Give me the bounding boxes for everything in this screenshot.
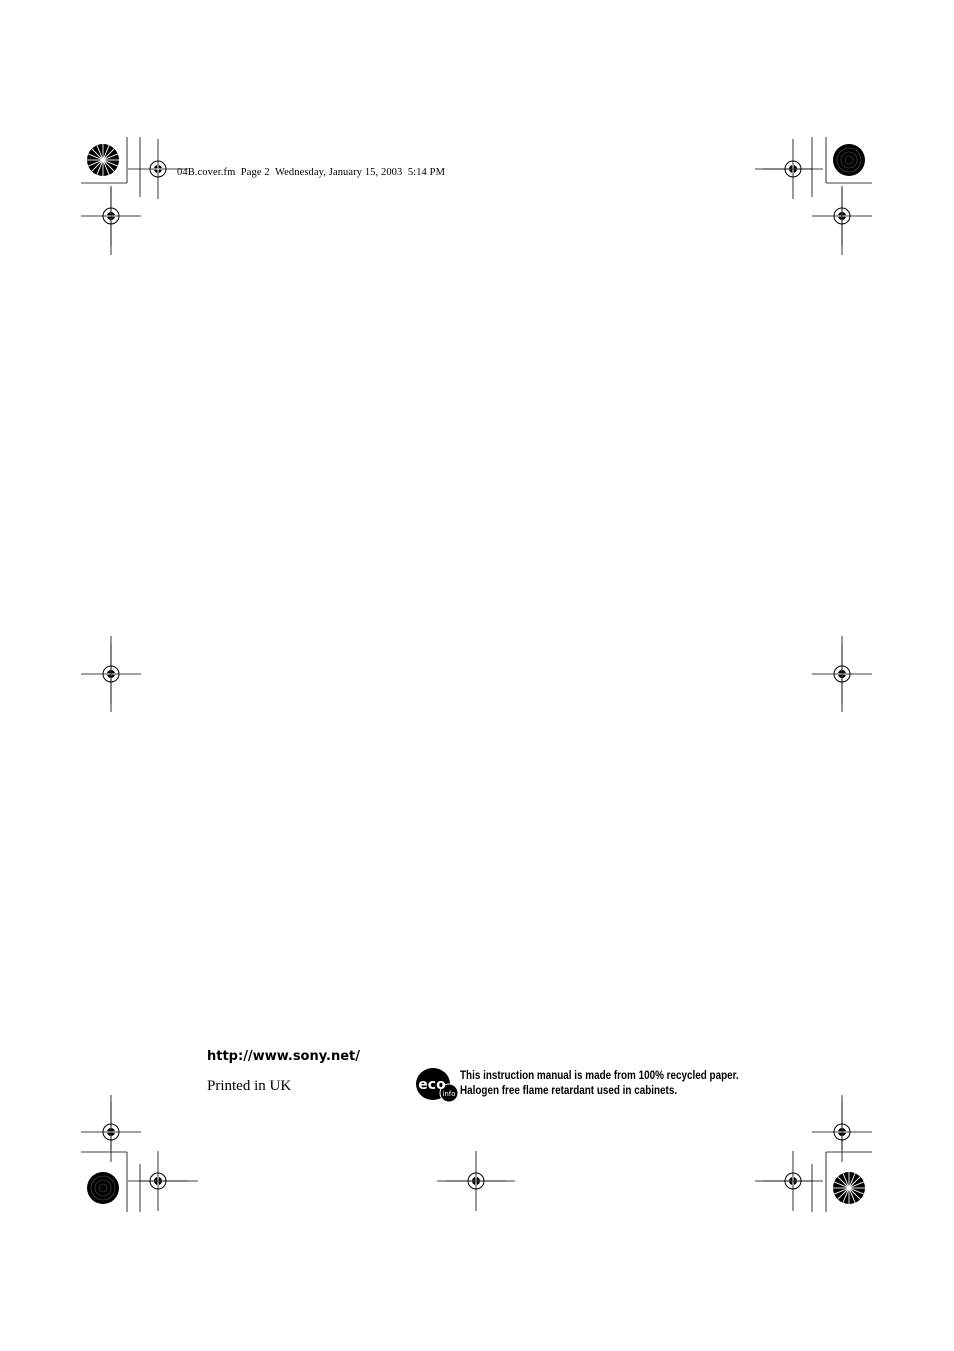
star-target-top-left <box>87 144 119 176</box>
eco-line-recycled: This instruction manual is made from 100% recycled paper. <box>460 1070 739 1082</box>
eco-logo-word: eco <box>418 1077 446 1093</box>
printed-in-text: Printed in UK <box>207 1078 292 1094</box>
star-target-bottom-right <box>833 1172 865 1204</box>
eco-logo-sub: info <box>442 1090 456 1098</box>
eco-line-halogen: Halogen free flame retardant used in cabinets. <box>460 1085 678 1097</box>
eco-info-logo <box>416 1067 460 1103</box>
file-info-header: 04B.cover.fm Page 2 Wednesday, January 15, 2003 5:14 PM <box>177 167 446 178</box>
star-target-bottom-left <box>87 1172 119 1204</box>
star-target-top-right <box>833 144 865 176</box>
eco-statement <box>460 1069 739 1099</box>
sony-url-link[interactable]: http://www.sony.net/ <box>207 1049 360 1064</box>
